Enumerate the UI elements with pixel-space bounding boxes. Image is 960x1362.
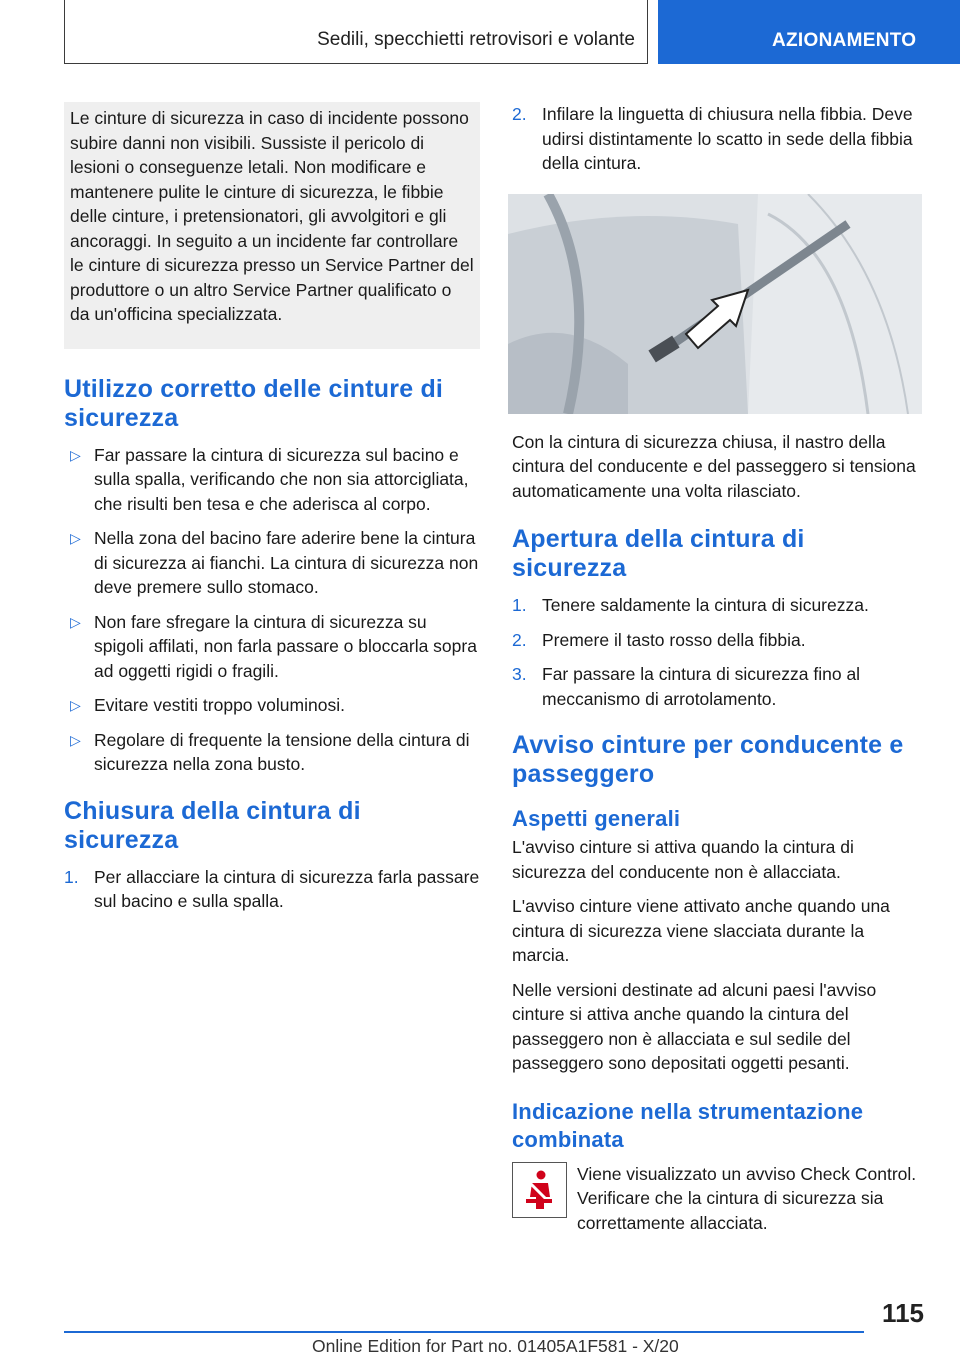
list-item: ▷ Far passare la cintura di sicurezza sul bacino e sulla spalla, verificando che non sia attorcigliata, che risulti ben tesa e che aderisca al corpo.: [70, 444, 469, 514]
heading-fastening: Chiusura della cintura di sicurezza: [64, 796, 361, 854]
header-section-tab: [658, 0, 960, 64]
display-text: Viene visualizzato un avviso Check Control. Verificare che la cintura di sicurezza sia correttamente allacciata.: [577, 1163, 917, 1233]
indicator-row: [512, 1162, 924, 1236]
paragraph: Nelle versioni destinate ad alcuni paesi l'avviso cinture si attiva anche quando la cintura del passeggero non è allacciata e sul sedile del passeggero sono depositati oggetti pesanti.: [512, 979, 877, 1073]
fastening-steps: [64, 865, 480, 914]
right-column: [512, 102, 924, 1235]
paragraph: L'avviso cinture si attiva quando la cintura di sicurezza del conducente non è allacciata.: [512, 837, 854, 882]
seatbelt-warning-icon: [512, 1162, 567, 1218]
triangle-bullet-icon: ▷: [70, 697, 81, 713]
section-label: AZIONAMENTO: [772, 30, 917, 51]
list-item: 1. Per allacciare la cintura di sicurezza farla passare sul bacino e sulla spalla.: [64, 866, 480, 911]
warning-text: Le cinture di sicurezza in caso di incidente possono subire danni non visibili. Sussiste il pericolo di lesioni o conseguenze letali. Non modificare e mantenere pulite le cinture di sicurezza, le fibbie delle cinture, i pretensionatori, gli avvolgitori e gli ancoraggi. In seguito a un incidente far controllare le cinture di sicurezza presso un Service Partner del produttore o un altro Service Partner qualificato o da un'officina specializzata.: [70, 108, 474, 324]
paragraph: L'avviso cinture viene attivato anche quando una cintura di sicurezza viene slacciata durante la marcia.: [512, 896, 890, 965]
triangle-bullet-icon: ▷: [70, 446, 81, 463]
list-item: ▷ Evitare vestiti troppo voluminosi.: [64, 693, 480, 718]
after-image-text: Con la cintura di sicurezza chiusa, il nastro della cintura del conducente e del passeggero si tensiona automaticamente una volta rilasciato.: [512, 431, 916, 501]
opening-steps: [512, 593, 924, 711]
list-item: 2. Infilare la linguetta di chiusura nella fibbia. Deve udirsi distintamente lo scatto in sede della fibbia della cintura.: [512, 104, 913, 173]
chapter-title: Sedili, specchietti retrovisori e volante: [317, 29, 635, 50]
fastening-steps-continued: [512, 102, 924, 176]
correct-use-list: [64, 443, 480, 777]
triangle-bullet-icon: ▷: [70, 530, 81, 546]
triangle-bullet-icon: ▷: [70, 613, 81, 630]
list-item: ▷ Nella zona del bacino fare aderire bene la cintura di sicurezza ai fianchi. La cintura di sicurezza non deve premere sullo stomaco.: [70, 528, 479, 597]
left-column: [64, 102, 480, 934]
page-number: 115: [882, 1298, 924, 1328]
triangle-bullet-icon: ▷: [70, 731, 81, 748]
list-item: 2. Premere il tasto rosso della fibbia.: [512, 629, 806, 650]
warning-box: [64, 102, 480, 349]
heading-reminder: Avviso cinture per conducente e passeggero: [512, 731, 904, 788]
list-item: ▷ Non fare sfregare la cintura di sicurezza su spigoli affilati, non farla passare o bloccarla sopra ad oggetti rigidi o fragili.: [70, 611, 477, 681]
edition-text: Online Edition for Part no. 01405A1F581 - X/20: [312, 1336, 679, 1356]
heading-correct-use: Utilizzo corretto delle cinture di sicurezza: [64, 374, 444, 432]
header-chapter-box: [64, 0, 648, 64]
subheading-general: Aspetti generali: [512, 806, 681, 831]
subheading-display: Indicazione nella strumentazione combinata: [512, 1098, 864, 1152]
list-item: 3. Far passare la cintura di sicurezza fino al meccanismo di arrotolamento.: [512, 664, 861, 709]
list-item: 1. Tenere saldamente la cintura di sicurezza.: [512, 595, 869, 615]
footer-divider: [64, 1331, 864, 1333]
list-item: ▷ Regolare di frequente la tensione della cintura di sicurezza nella zona busto.: [70, 729, 470, 774]
heading-opening: Apertura della cintura di sicurezza: [512, 525, 805, 582]
seatbelt-buckle-image: [508, 194, 922, 414]
seat-illustration: [508, 194, 922, 414]
